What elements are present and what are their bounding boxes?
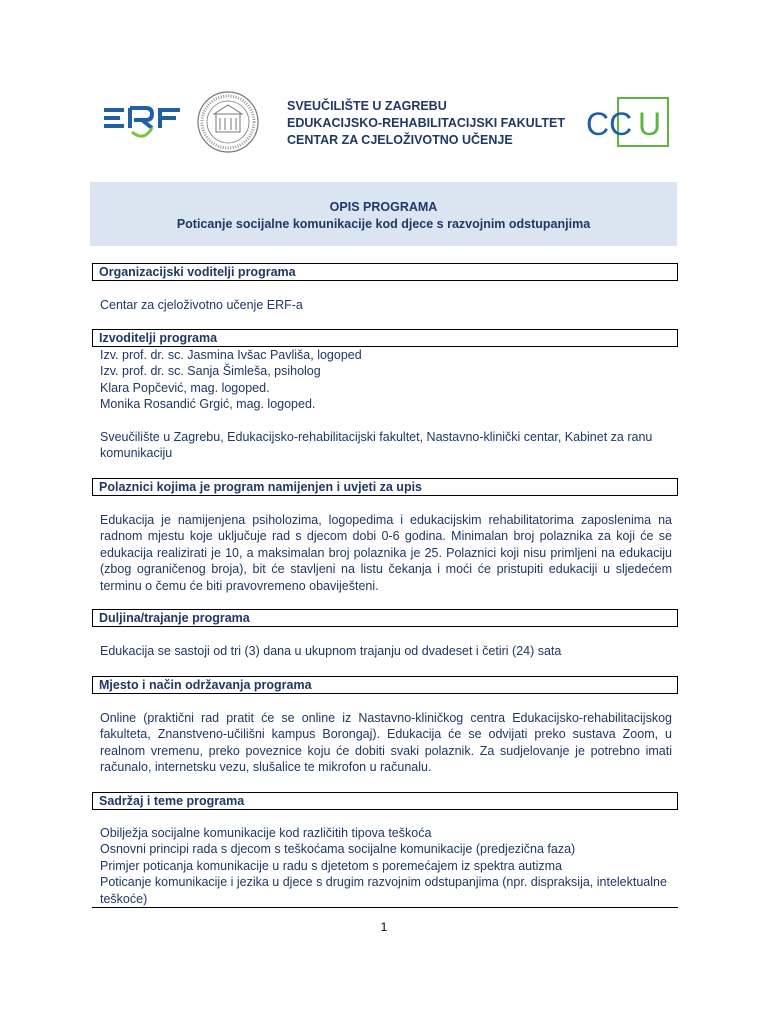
organizers-text: Centar za cjeloživotno učenje ERF-a bbox=[100, 298, 303, 312]
section-heading-location: Mjesto i način održavanja programa bbox=[92, 676, 678, 694]
content-item: Osnovni principi rada s djecom s teškoćama socijalne komunikacije (predjezična faza) bbox=[100, 842, 576, 857]
institution-name bbox=[287, 98, 565, 149]
institution-line: EDUKACIJSKO-REHABILITACIJSKI FAKULTET bbox=[287, 116, 566, 130]
instructors-list bbox=[100, 347, 672, 413]
duration-text: Edukacija se sastoji od tri (3) dana u ukupnom trajanju od dvadeset i četiri (24) sata bbox=[100, 644, 562, 658]
svg-text:CC: CC bbox=[586, 106, 633, 142]
content-item: Obilježja socijalne komunikacije kod različitih tipova teškoća bbox=[100, 826, 432, 840]
banner-subtitle: Poticanje socijalne komunikacije kod djece s razvojnim odstupanjima bbox=[176, 217, 591, 231]
ccu-logo bbox=[586, 96, 672, 150]
section-heading-content: Sadržaj i teme programa bbox=[92, 792, 678, 810]
location-text: Online (praktični rad pratit će se online iz Nastavno-kliničkog centra Edukacijsko-rehabilitacijskog fakulteta, Znanstveno-učilišni kampus Borongaj). Edukacija će se odvijati preko sustava Zoom, u realnom vremenu, preko poveznice koju će dobiti svaki polaznik. Za sudjelovanje je potrebno imati računalo, internetsku vezu, slušalice te mikrofon u računalu. bbox=[100, 711, 672, 775]
program-banner bbox=[90, 182, 677, 246]
svg-text:U: U bbox=[638, 106, 662, 142]
instructor-item: Klara Popčević, mag. logoped. bbox=[100, 380, 270, 395]
instructor-item: Izv. prof. dr. sc. Sanja Šimleša, psiholog bbox=[100, 364, 321, 379]
institution-line: SVEUČILIŠTE U ZAGREBU bbox=[287, 99, 447, 113]
section-heading-participants: Polaznici kojima je program namijenjen i uvjeti za upis bbox=[92, 478, 678, 496]
erf-logo bbox=[102, 98, 184, 142]
content-list bbox=[100, 825, 672, 907]
content-item: Primjer poticanja komunikacije u radu s djetetom s poremećajem iz spektra autizma bbox=[100, 858, 562, 873]
instructor-item: Izv. prof. dr. sc. Jasmina Ivšac Pavliša, logoped bbox=[100, 348, 362, 362]
content-item: Poticanje komunikacije i jezika u djece s drugim razvojnim odstupanjima (npr. dispraksija, intelektualne teškoće) bbox=[100, 875, 667, 906]
institution-line: CENTAR ZA CJELOŽIVOTNO UČENJE bbox=[287, 133, 513, 147]
page-number: 1 bbox=[380, 920, 388, 934]
bottom-divider bbox=[92, 907, 678, 908]
section-heading-instructors: Izvoditelji programa bbox=[92, 329, 678, 347]
university-seal bbox=[196, 90, 260, 154]
banner-title: OPIS PROGRAMA bbox=[329, 200, 438, 214]
document-header bbox=[100, 88, 680, 154]
participants-text: Edukacija je namijenjena psiholozima, logopedima i edukacijskim rehabilitatorima zaposlenima na radnom mjestu koje uključuje rad s djecom dobi 0-6 godina. Minimalan broj polaznika za koji će se edukacija realizirati je 10, a maksimalan broj polaznika je 25. Polaznici koji nisu primljeni na edukaciju (zbog ograničenog broja), bit će stavljeni na listu čekanja i moći će pristupiti edukaciji u sljedećem terminu o čemu će biti pravovremeno obaviješteni. bbox=[100, 513, 672, 593]
section-heading-duration: Duljina/trajanje programa bbox=[92, 609, 678, 627]
section-heading-organizers: Organizacijski voditelji programa bbox=[92, 263, 678, 281]
instructors-affiliation: Sveučilište u Zagrebu, Edukacijsko-rehabilitacijski fakultet, Nastavno-klinički centar, Kabinet za ranu komunikaciju bbox=[100, 430, 653, 461]
instructor-item: Monika Rosandić Grgić, mag. logoped. bbox=[100, 397, 316, 412]
